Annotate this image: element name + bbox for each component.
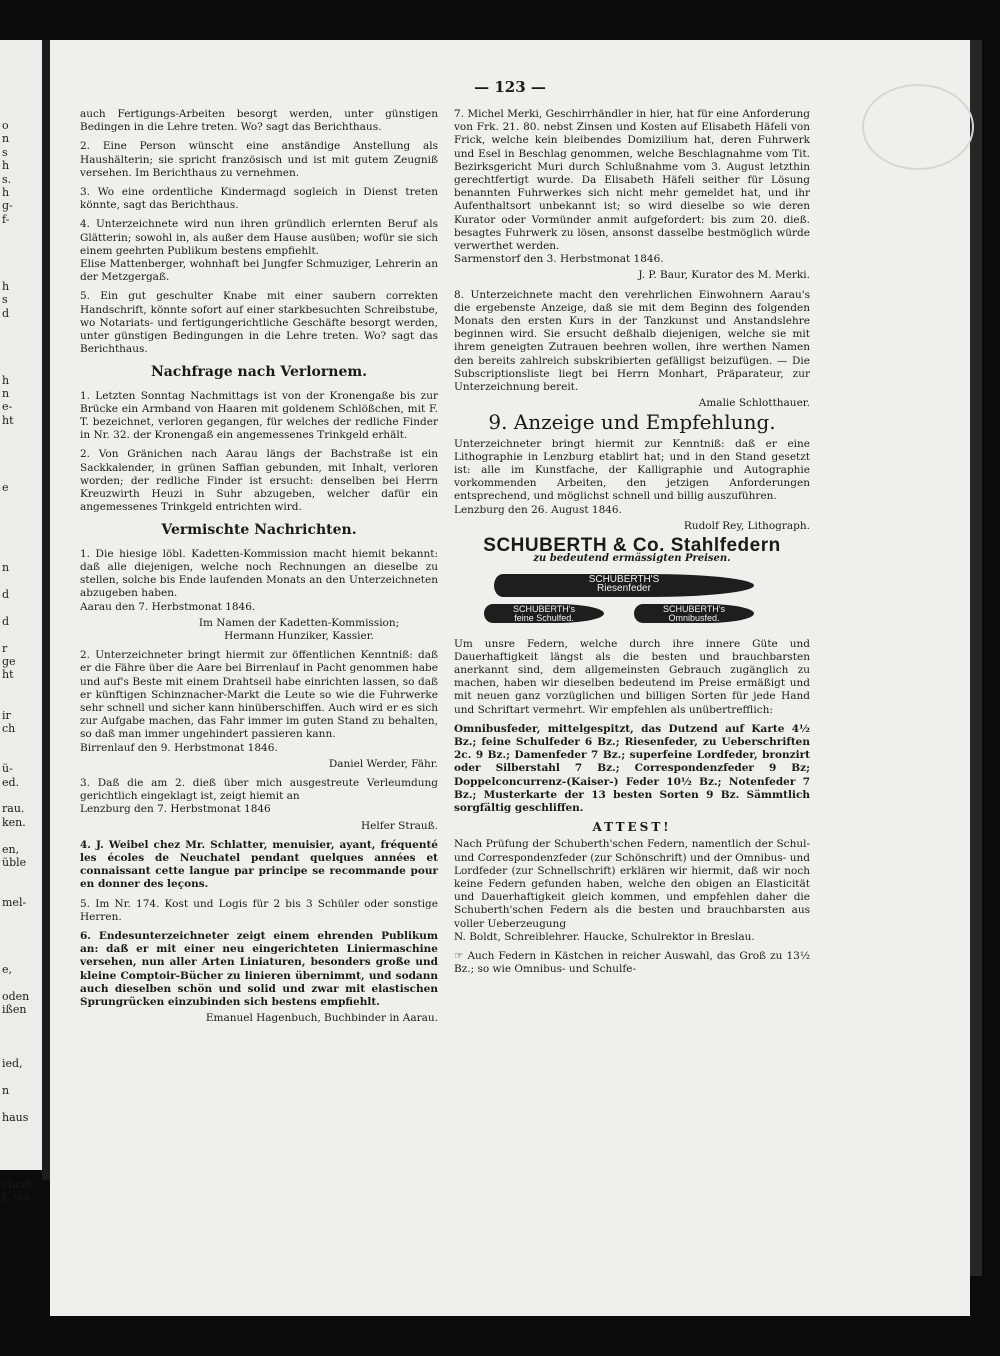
left-page-text-fragment: en, bbox=[2, 842, 20, 856]
left-page-text-fragment: ch bbox=[2, 722, 16, 735]
section-heading-misc: Vermischte Nachrichten. bbox=[161, 522, 357, 539]
left-page-text-fragment: ht bbox=[2, 413, 14, 427]
left-page-text-fragment: f- bbox=[2, 212, 10, 226]
page-number: — 123 — bbox=[474, 78, 546, 96]
left-page-text-fragment: d bbox=[2, 306, 10, 320]
left-page-text-fragment: rau. bbox=[2, 802, 25, 816]
signature: Helfer Strauß. bbox=[361, 819, 438, 832]
library-stamp bbox=[862, 84, 974, 170]
misc-notice: 3. Daß die am 2. dieß über mich ausgestreute Verleumdung gerichtlich eingeklagt ist, zeigt hiemit an Lenzburg den 7. Herbstmonat 1846 bbox=[80, 776, 438, 816]
misc-notice: 5. Im Nr. 174. Kost und Logis für 2 bis 3 Schüler oder sonstige Herren. bbox=[80, 897, 438, 923]
left-page-text-fragment: ge bbox=[2, 655, 16, 668]
notice-paragraph: 2. Eine Person wünscht eine anständige Anstellung als Haushälterin; sie spricht französisch und ist mit gutem Zeugniß versehen. Im Berichthaus zu vernehmen. bbox=[80, 140, 438, 179]
misc-notice: 2. Unterzeichneter bringt hiermit zur öffentlichen Kenntniß: daß er die Fähre über die Aare bei Birrenlauf in Pacht genommen habe und auf's Beste mit einem Drahtseil habe einrichten lassen, so daß er künftigen Schinznacher-Markt die Leute so wie die Fuhrwerke sehr schnell und sicher kann hinüberschiffen. Auch wird er es sich zur Aufgabe machen, das Fahr immer im guten Stand zu behalten, so daß man immer ungehindert passieren kann. Birrenlauf den 9. Herbstmonat 1846. bbox=[80, 649, 438, 754]
left-page-text-fragment: d bbox=[2, 588, 10, 601]
right-column bbox=[454, 108, 810, 982]
left-page-text-fragment: t, wo bbox=[2, 1191, 30, 1204]
signature: J. P. Baur, Kurator des M. Merki. bbox=[638, 269, 810, 282]
left-page-text-fragment: n bbox=[2, 132, 10, 146]
left-page-text-fragment: e bbox=[2, 480, 9, 494]
signature: Rudolf Rey, Lithograph. bbox=[683, 519, 810, 532]
left-page-text-fragment: s. bbox=[2, 172, 12, 186]
ad-price-list: Omnibusfeder, mittelgespitzt, das Dutzend auf Karte 4½ Bz.; feine Schulfeder 6 Bz.; Riesenfeder, zu Ueberschriften 2c. 9 Bz.; Damenfeder 7 Bz.; superfeine Lordfeder, bronzirt oder Silberstahl 7 Bz.; Correspondenzfeder 9 Bz; Doppelconcurrenz-(Kaiser-) Feder 10½ Bz.; Notenfeder 7 Bz.; Musterkarte der 13 besten Sorten 9 Bz. Sämmtlich sorgfältig geschliffen. bbox=[454, 722, 810, 814]
misc-notice-french: 4. J. Weibel chez Mr. Schlatter, menuisier, ayant, fréquenté les écoles de Neuchatel pendant quelques années et connaissant cette langue par principe se recommande pour en donner des leçons. bbox=[80, 838, 438, 891]
left-page-text-fragment: o bbox=[2, 119, 9, 132]
notice-paragraph: 4. Unterzeichnete wird nun ihren gründlich erlernten Beruf als Glätterin; sowohl in, als außer dem Hause ausüben; wofür sie sich einem geehrten Publikum bestens empfiehlt. Elise Mattenberger, wohnhaft bei Jungfer Schmuziger, Lehrerin an der Metzgergaß. bbox=[80, 218, 438, 284]
pen-riesenfeder-picture: SCHUBERTH'S Riesenfeder bbox=[494, 574, 754, 597]
left-page-text-fragment: mel- bbox=[2, 896, 27, 910]
left-page-text-fragment: s bbox=[2, 145, 8, 159]
left-page-text-fragment: oden bbox=[2, 990, 30, 1003]
left-page-text-fragment: h bbox=[2, 159, 10, 173]
section-heading-lost: Nachfrage nach Verlornem. bbox=[150, 364, 368, 381]
left-page-text-fragment: e, bbox=[2, 963, 13, 977]
page-edge bbox=[970, 40, 982, 1276]
left-page-text-fragment: haus bbox=[2, 1110, 29, 1124]
left-page-text-fragment: ht bbox=[2, 668, 14, 682]
left-page-text-fragment: ißen bbox=[2, 1003, 27, 1017]
misc-notice: 1. Die hiesige löbl. Kadetten-Kommission macht hiemit bekannt: daß alle diejenigen, welche noch Rechnungen an dieselbe zu stellen, solche bis Ende laufenden Monats an den Unterzeichneten abzugeben haben. Aarau den 7. Herbstmonat 1846. bbox=[80, 547, 438, 613]
notice-paragraph: 8. Unterzeichnete macht den verehrlichen Einwohnern Aarau's die ergebenste Anzeige, daß sie mit dem Beginn des folgenden Monats den ersten Kurs in der Tanzkunst und Anstandslehre beginnen wird. Sie ersucht deßhalb diejenigen, welche sie mit ihrem geneigten Zutrauen beehren wollen, ihre werthen Namen den bereits zahlreich subskribierten gefälligst beizufügen. — Die Subscriptionsliste liegt bei Herrn Monhart, Präparateur, zur Unterzeichnung bereit. bbox=[454, 288, 810, 394]
book-gutter bbox=[42, 40, 50, 1180]
attest-body: Nach Prüfung der Schuberth'schen Federn, namentlich der Schul- und Correspondenzfeder (zur Schönschrift) und der Omnibus- und Lordfeder (zur Schnellschrift) erklären wir hiermit, daß wir noch keine Federn gefunden haben, welche den obigen an Elasticität und Dauerhaftigkeit gleich kommen, und empfehlen daher die Schuberth'schen Federn als die besten und brauchbarsten aus voller Ueberzeugung N. Boldt, Schreiblehrer. Haucke, Schulrektor in Breslau. bbox=[454, 838, 810, 943]
left-page-text-fragment: n bbox=[2, 387, 10, 400]
left-page-text-fragment: ir bbox=[2, 708, 11, 722]
notice-paragraph: auch Fertigungs-Arbeiten besorgt werden, unter günstigen Bedingen in die Lehre treten. Wo? sagt das Berichthaus. bbox=[80, 108, 438, 134]
attest-heading: ATTEST! bbox=[592, 820, 672, 835]
left-page-text-fragment: üble bbox=[2, 856, 27, 869]
left-page-text-fragment: chrift bbox=[2, 1177, 33, 1191]
notice-paragraph: 7. Michel Merki, Geschirrhändler in hier, hat für eine Anforderung von Frk. 21. 80. nebst Zinsen und Kosten auf Elisabeth Häfeli von Frick, welche kein bleibendes Domizilium hat, deren Fuhrwerk und Esel in Beschlag genommen, welche Beschlagnahme vom Tit. Bezirksgericht Muri durch Schlußnahme vom 3. August letzthin gerechtfertigt wurde. Da Elisabeth Häfeli seither für Lösung benannten Fuhrwerkes sich nicht mehr gemeldet hat, und ihr Aufenthaltsort unbekannt ist; so wird dieselbe so wie deren Kurator oder Vormünder anmit aufgefordert: bis zum 20. dieß. besagtes Fuhrwerk zu lösen, ansonst dasselbe bestmöglich würde verwerthet werden. Sarmenstorf den 3. Herbstmonat 1846. bbox=[454, 108, 810, 266]
left-page-text-fragment: r bbox=[2, 641, 8, 655]
left-page-fragment bbox=[0, 40, 42, 1204]
newspaper-page bbox=[50, 40, 970, 1316]
pen-omnibusfeder-picture: SCHUBERTH's Omnibusfed. bbox=[634, 604, 754, 623]
signature: Amalie Schlotthauer. bbox=[698, 397, 810, 410]
left-page-text-fragment: h bbox=[2, 186, 10, 199]
notice-paragraph: 3. Wo eine ordentliche Kindermagd sogleich in Dienst treten könnte, sagt das Berichthaus. bbox=[80, 186, 438, 212]
lost-item: 1. Letzten Sonntag Nachmittags ist von der Kronengaße bis zur Brücke ein Armband von Haaren mit goldenem Schlößchen, mit F. T. bezeichnet, verloren gegangen, für welches der redliche Finder in Nr. 32. der Kronengaß ein angemessenes Trinkgeld erhält. bbox=[80, 389, 438, 442]
pen-illustration bbox=[454, 570, 810, 632]
pen-schulfeder-picture: SCHUBERTH's feine Schulfed. bbox=[484, 604, 604, 623]
left-page-text-fragment: n bbox=[2, 561, 10, 575]
left-page-text-fragment: h bbox=[2, 373, 10, 387]
signature: Im Namen der Kadetten-Kommission; Hermann Hunziker, Kassier. bbox=[198, 616, 400, 642]
signature: Daniel Werder, Fähr. bbox=[328, 757, 438, 770]
left-page-text-fragment: ed. bbox=[2, 775, 20, 789]
ad-title: SCHUBERTH & Co. Stahlfedern bbox=[483, 535, 781, 557]
notice-paragraph: Unterzeichneter bringt hiermit zur Kenntniß: daß er eine Lithographie in Lenzburg etablirt hat; und in den Stand gesetzt ist: alle im Kunstfache, der Kalligraphie und Autographie vorkommenden Arbeiten, den jetzigen Anforderungen entsprechend, und möglichst schnell und billig auszuführen. Lenzburg den 26. August 1846. bbox=[454, 437, 810, 516]
misc-notice: 6. Endesunterzeichneter zeigt einem ehrenden Publikum an: daß er mit einer neu eingerichteten Liniermaschine versehen, nun aller Arten Liniaturen, besonders große und kleine Comptoir-Bücher zu linieren übernimmt, und sodann auch dieselben schön und solid und zwar mit elastischen Sprungrücken einzubinden sich bestens empfiehlt. bbox=[80, 929, 438, 1008]
left-page-text-fragment: ü- bbox=[2, 762, 13, 776]
left-page-text-fragment: d bbox=[2, 614, 10, 628]
signature: Emanuel Hagenbuch, Buchbinder in Aarau. bbox=[205, 1012, 438, 1025]
left-page-text-fragment: s bbox=[2, 293, 8, 307]
section-heading-9: 9. Anzeige und Empfehlung. bbox=[488, 410, 776, 435]
ad-footer: ☞ Auch Federn in Kästchen in reicher Auswahl, das Groß zu 13½ Bz.; so wie Omnibus- und Schulfe- bbox=[454, 949, 810, 976]
left-page-text-fragment: h bbox=[2, 279, 10, 293]
advertisement bbox=[454, 535, 810, 631]
ad-body: Um unsre Federn, welche durch ihre innere Güte und Dauerhaftigkeit längst als die besten und brauchbarsten anerkannt sind, dem allgemeinsten Gebrauch zugänglich zu machen, haben wir dieselben bedeutend im Preise ermäßigt und mit neuen ganz vorzüglichen und billigen Sorten für jede Hand und Schriftart vermehrt. Wir empfehlen als unübertrefflich: bbox=[454, 637, 810, 716]
notice-paragraph: 5. Ein gut geschulter Knabe mit einer saubern correkten Handschrift, könnte sofort auf einer starkbesuchten Schreibstube, wo Notariats- und fertigungerichtliche Geschäfte besorgt werden, unter günstigen Bedingungen in die Lehre treten. Wo? sagt das Berichthaus. bbox=[80, 290, 438, 356]
ad-subtitle: zu bedeutend ermässigten Preisen. bbox=[533, 553, 731, 565]
left-page-text-fragment: ied, bbox=[2, 1057, 23, 1070]
left-column bbox=[80, 108, 438, 1031]
left-page-text-fragment: n bbox=[2, 1083, 10, 1097]
left-page-text-fragment: ken. bbox=[2, 815, 26, 829]
left-page-text-fragment: e- bbox=[2, 400, 13, 414]
lost-item: 2. Von Gränichen nach Aarau längs der Bachstraße ist ein Sackkalender, in grünen Saffian gebunden, mit Inhalt, verloren worden; der redliche Finder ist ersucht: denselben bei Herrn Kreuzwirth Heuzi in Suhr abzugeben, welcher dafür ein angemessenes Trinkgeld entrichten wird. bbox=[80, 448, 438, 514]
left-page-text-fragment: g- bbox=[2, 199, 13, 213]
